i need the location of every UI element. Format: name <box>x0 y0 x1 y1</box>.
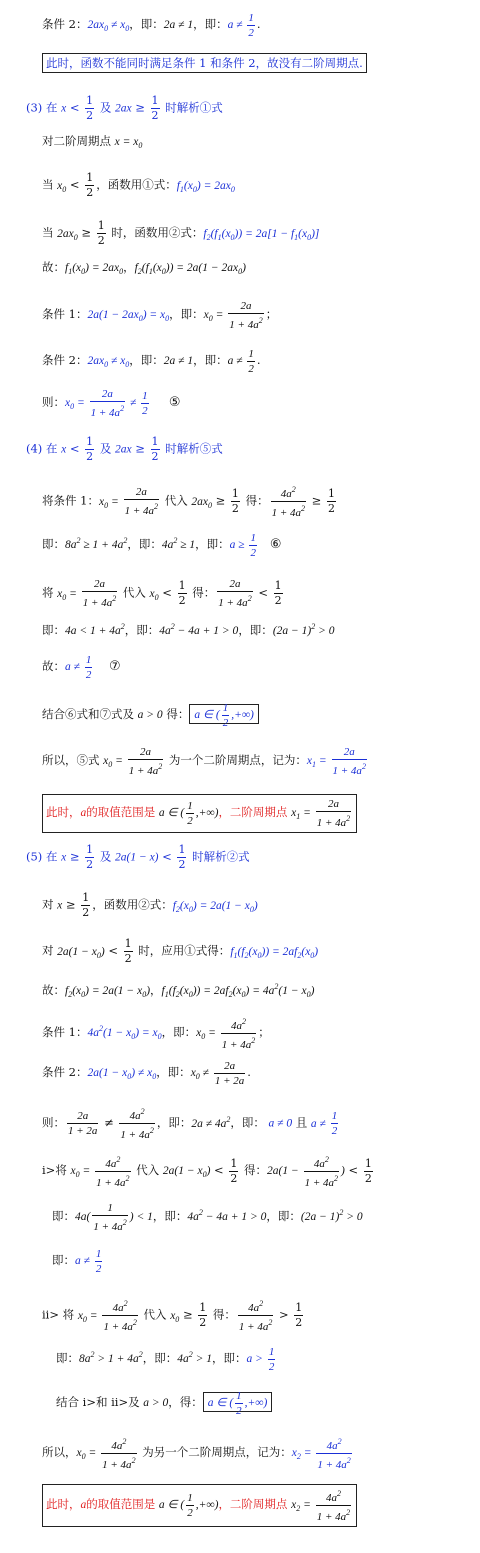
line-ineq-7: 故：a ≠ $\frac{1}{2}$ ⑦ <box>42 654 121 681</box>
line-therefore-2: 故：$f_2(x_0) = 2a(1 - x_0)$，$f_1(f_2(x_0)) = 2af_2(x_0) = 4a^2(1 - x_0)$ <box>42 982 315 999</box>
line-therefore-1: 故：$f_1(x_0) = 2ax_0$，$f_2(f_1(x_0)) = 2a(1 - 2ax_0)$ <box>42 260 246 276</box>
conclusion-box-no-point: 此时，函数不能同时满足条件 1 和条件 2，故没有二阶周期点. <box>42 56 367 70</box>
line-cond1-b: 条件 1：$2a(1 - 2ax_0) = x_0$，即：$x_0$ = $\frac{2a}{1 + 4a^2}$ ； <box>42 300 278 331</box>
line-cond2-b: 条件 2：$2ax_0 \ne x_0$，即：2a ≠ 1，即：a ≠ $\frac{1}{2}$ . <box>42 348 261 375</box>
line-period-point: 对二阶周期点 $x = x_0$ <box>42 134 143 150</box>
line-apply-1: 对 $2a(1 - x_0)$ < $\frac{1}{2}$ 时，应用①式得：$f_1(f_2(x_0)) = 2af_2(x_0)$ <box>42 937 319 965</box>
line-x2-result: 所以，$x_0$ = $\frac{4a^2}{1 + 4a^2}$ 为另一个二阶周期点，记为：$x_2$ = $\frac{4a^2}{1 + 4a^2}$ <box>42 1437 351 1471</box>
line-ineq-square: 即：$4a < 1 + 4a^2$，即：$4a^2 - 4a + 1 > 0$，即：$(2a - 1)^2 > 0$ <box>42 622 335 637</box>
line-substitute-2: 将 $x_0$ = $\frac{2a}{1 + 4a^2}$ 代入 $x_0$ < $\frac{1}{2}$ 得： $\frac{2a}{1 + 4a^2}$ < $\frac{1}{2}$ <box>42 578 282 610</box>
section-4-heading: (4) 在 x < $\frac{1}{2}$ 及 2ax ≥ $\frac{1}{2}$ 时解析⑤式 <box>26 435 223 463</box>
line-when-x0: 当 $x_0$ < $\frac{1}{2}$ ，函数用①式：$f_1(x_0) = 2ax_0$ <box>42 171 235 199</box>
line-case-i-ineq: 即：4a( $\frac{1}{1 + 4a^2}$ ) < 1，即：$4a^2 - 4a + 1 > 0$，即：$(2a - 1)^2 > 0$ <box>52 1202 363 1233</box>
line-substitute-1: 将条件 1：$x_0$ = $\frac{2a}{1 + 4a^2}$ 代入 $2ax_0$ ≥ $\frac{1}{2}$ 得： $\frac{4a^2}{1 + 4a^2}$ ≥ $\frac{1}{2}$ <box>42 485 335 519</box>
line-case-ii-result: 即：$8a^2 > 1 + 4a^2$，即：$4a^2 > 1$，即：a > $\frac{1}{2}$ <box>56 1346 275 1373</box>
line-ineq-6: 即：$8a^2 \ge 1 + 4a^2$，即：$4a^2 \ge 1$，即：a ≥ $\frac{1}{2}$ ⑥ <box>42 532 282 559</box>
line-when-2ax0: 当 $2ax_0$ ≥ $\frac{1}{2}$ 时，函数用②式：$f_2(f_1(x_0)) = 2a[1 - f_1(x_0)]$ <box>42 219 320 247</box>
line-combine-range: 结合⑥式和⑦式及 a > 0 得： a ∈ ( $\frac{1}{2}$ ,+∞) <box>42 702 259 729</box>
conclusion-box-x1: 此时，a的取值范围是 a ∈ ( $\frac{1}{2}$ ,+∞)，二阶周期点 $x_1$ = $\frac{2a}{1 + 4a^2}$ <box>42 794 357 833</box>
conclusion-box-x2: 此时，a的取值范围是 a ∈ ( $\frac{1}{2}$ ,+∞)，二阶周期点 $x_2$ = $\frac{4a^2}{1 + 4a^2}$ <box>42 1484 357 1527</box>
line-case-i-result: 即：a ≠ $\frac{1}{2}$ <box>52 1248 102 1275</box>
line-case-i: i>将 $x_0$ = $\frac{4a^2}{1 + 4a^2}$ 代入 $2a(1 - x_0)$ < $\frac{1}{2}$ 得：2a(1 − $\frac{4a^2}{1 + 4a^2}$ ) < $\frac{1}{2}$ <box>42 1155 372 1189</box>
line-x1-result: 所以，⑤式 $x_0$ = $\frac{2a}{1 + 4a^2}$ 为一个二阶周期点，记为：$x_1$ = $\frac{2a}{1 + 4a^2}$ <box>42 746 366 777</box>
section-3-heading: (3) 在 x < $\frac{1}{2}$ 及 2ax ≥ $\frac{1}{2}$ 时解析①式 <box>26 94 223 122</box>
section-5-heading: (5) 在 x ≥ $\frac{1}{2}$ 及 2a(1 − x) < $\frac{1}{2}$ 时解析②式 <box>26 843 250 871</box>
line-cond2-a: 条件 2：$2ax_0 \ne x_0$，即：2a ≠ 1，即：a ≠ $\frac{1}{2}$ . <box>42 12 261 39</box>
line-combine-range-2: 结合 i>和 ii>及 a > 0，得： a ∈ ( $\frac{1}{2}$ ,+∞) <box>56 1390 272 1417</box>
line-case-ii: ii> 将 $x_0$ = $\frac{4a^2}{1 + 4a^2}$ 代入 $x_0$ ≥ $\frac{1}{2}$ 得： $\frac{4a^2}{1 + 4a^2}$ > $\frac{1}{2}$ <box>42 1299 303 1334</box>
line-then-a-ne: 则： $\frac{2a}{1 + 2a}$ ≠ $\frac{4a^2}{1 + 4a^2}$ ，即：$2a \ne 4a^2$，即： a ≠ 0 且 a ≠ $\frac{1}{2}$ <box>42 1107 338 1141</box>
line-for-x-half: 对 x ≥ $\frac{1}{2}$ ，函数用②式：$f_2(x_0) = 2a(1 - x_0)$ <box>42 891 258 919</box>
line-then-5: 则：$x_0$ = $\frac{2a}{1 + 4a^2}$ ≠ $\frac{1}{2}$ ⑤ <box>42 388 181 419</box>
line-cond1-c: 条件 1：$4a^2(1 - x_0) = x_0$，即：$x_0$ = $\frac{4a^2}{1 + 4a^2}$ ； <box>42 1017 270 1051</box>
line-cond2-c: 条件 2：$2a(1 - x_0) \ne x_0$，即：$x_0$ ≠ $\frac{2a}{1 + 2a}$ . <box>42 1060 251 1087</box>
